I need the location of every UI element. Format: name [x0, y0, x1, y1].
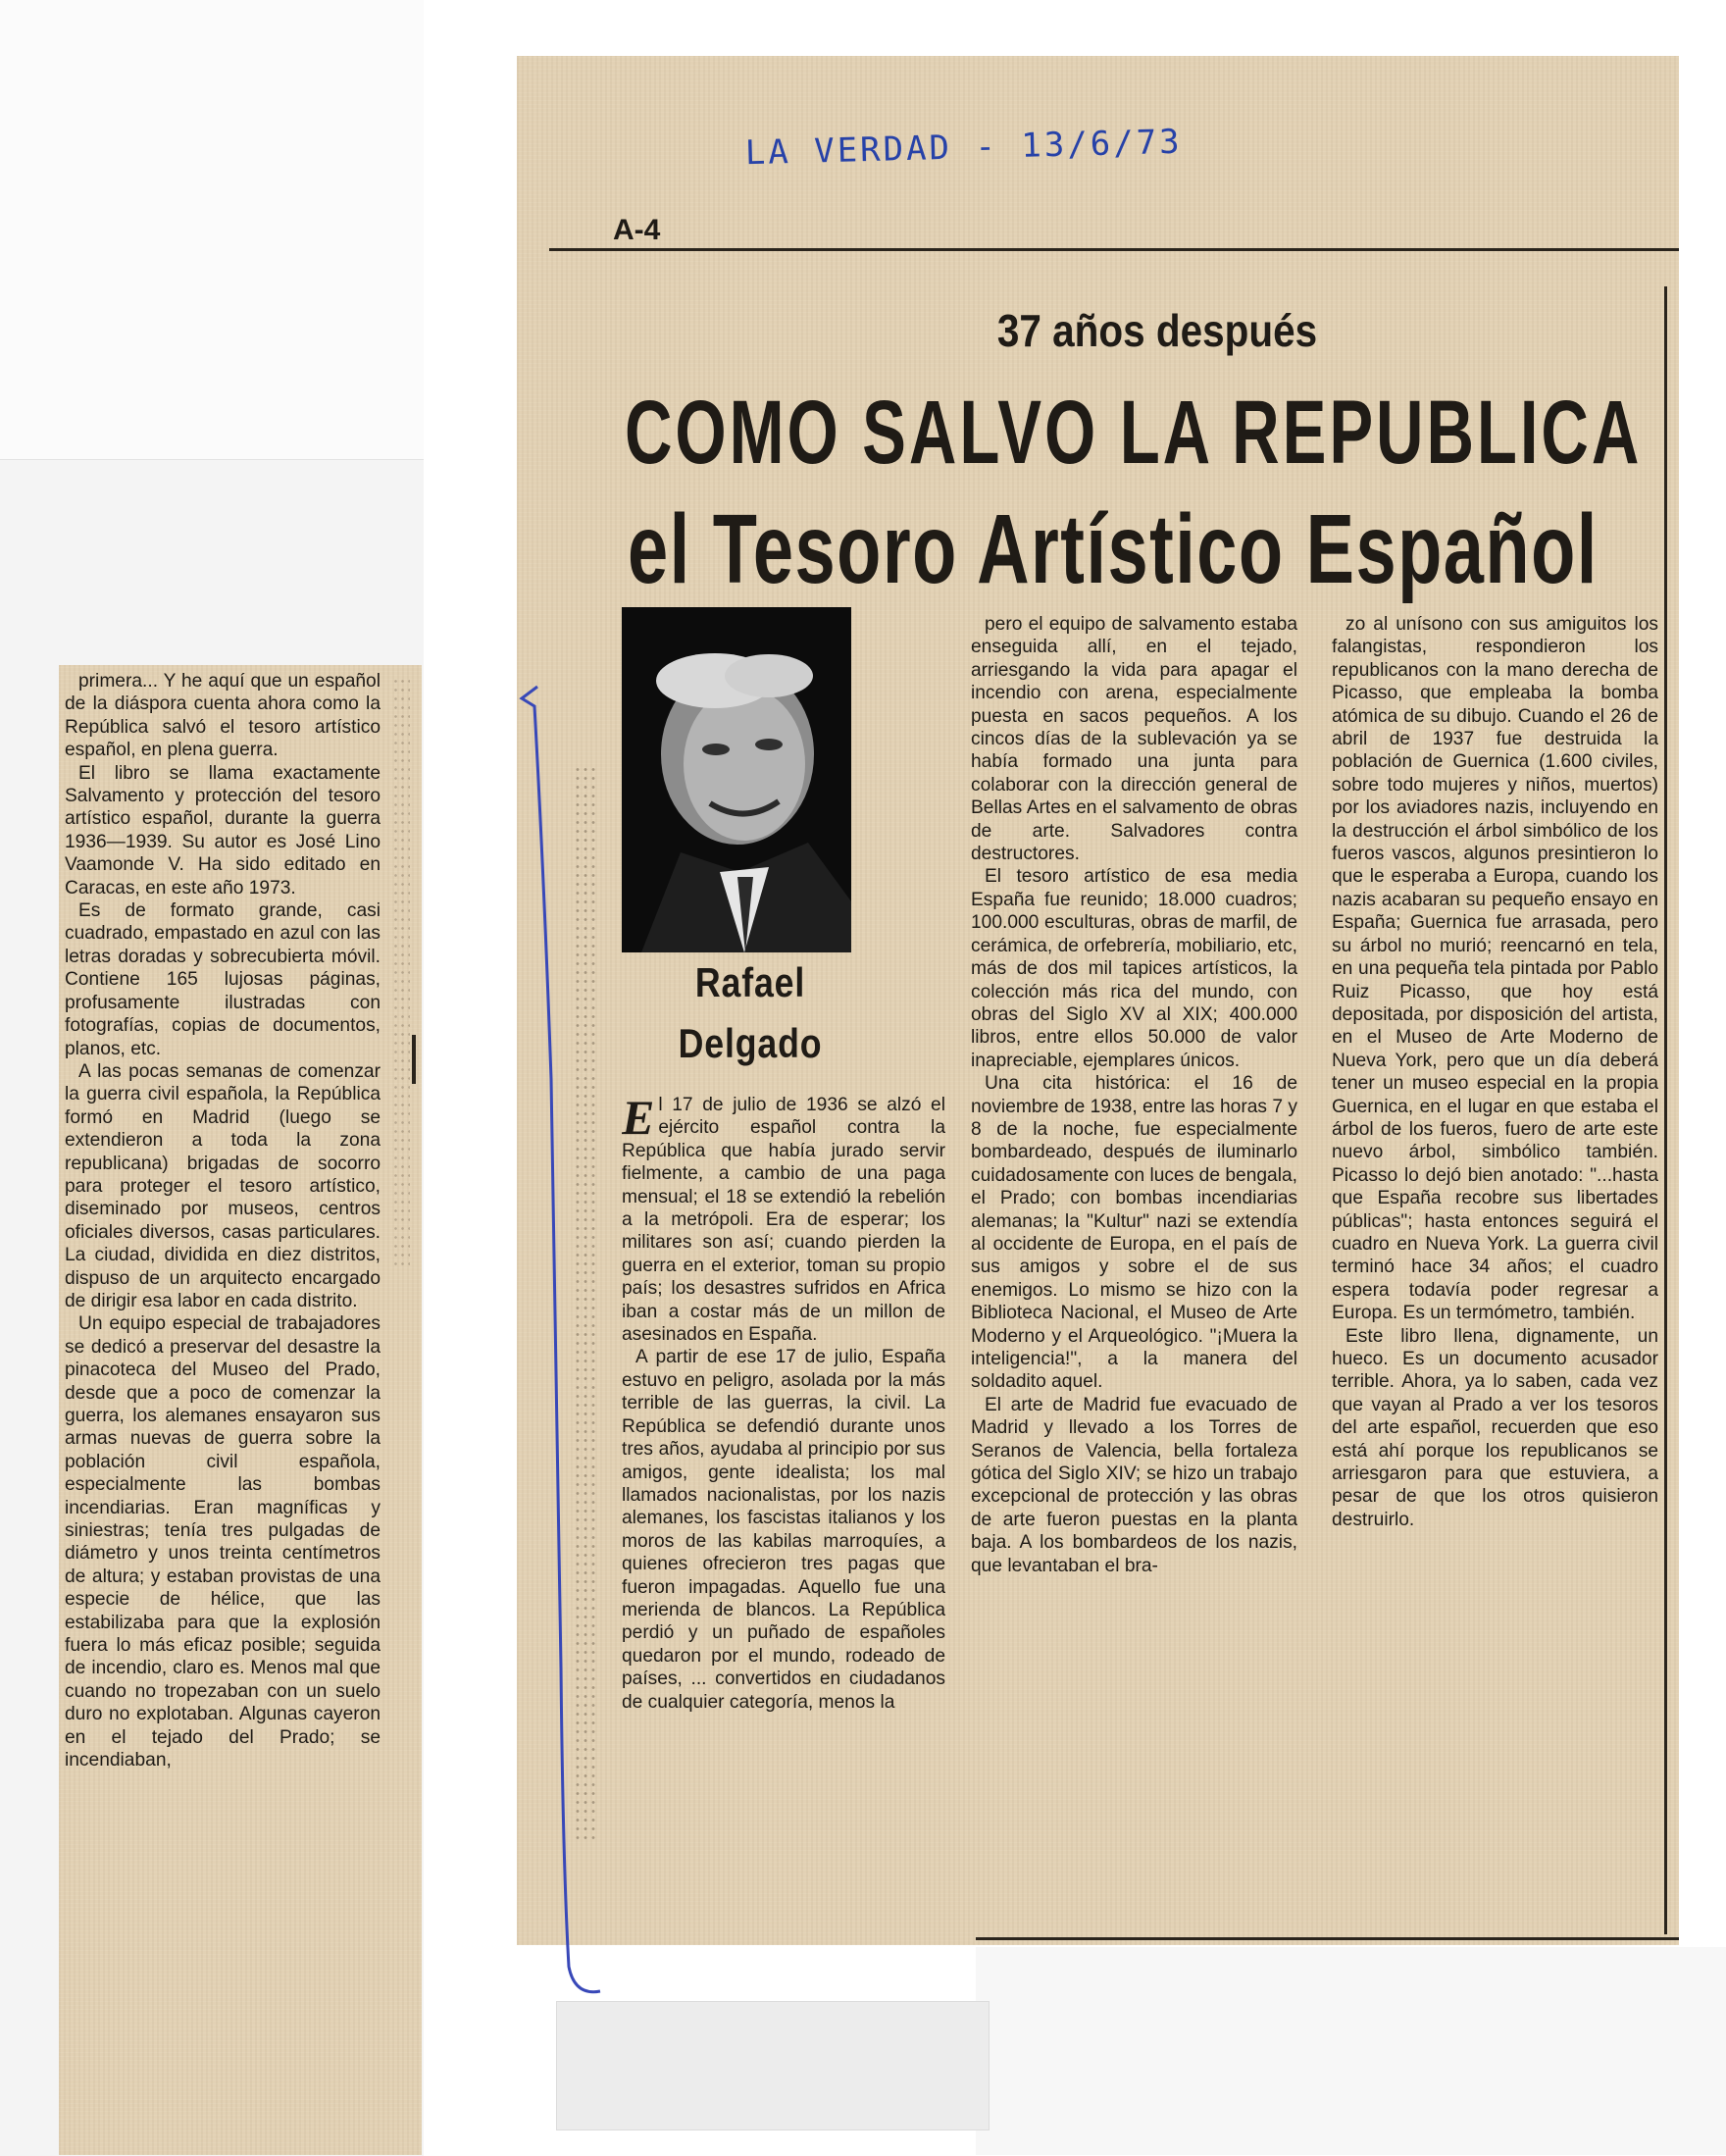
byline-last-name: Delgado: [678, 1020, 823, 1066]
column-a-text: [622, 1094, 945, 1996]
paragraph: zo al unísono con sus amiguitos los falangistas, respondieron los republicanos con la mano derecha de Picasso, que empleaba la bomba atómica de su dibujo. Cuando el 26 de abril de 1937 fue destruida la población de Guernica (1.600 civiles, sobre todo mujeres y niños, muertos) por los aviadores nazis, incluyendo en la destrucción el árbol simbólico de los fueros vascos, algunos presintieron lo que le esperaba a Europa, cuando los nazis acabaran su pequeño ensayo en España; Guernica fue arrasada, pero su árbol no murió; reencarnó en tela, en una pequeña tela pintada por Pablo Ruiz Picasso, que hoy está depositada, por disposición del artista, en el Museo de Arte Moderno de Nueva York, pero que un día deberá tener un museo especial en la propia Guernica, en el lugar en que estaba el árbol de los fueros, fuero de arte este nuevo árbol, simbólico también. Picasso lo dejó bien anotado: "...hasta que España recobre sus libertades públicas"; hasta entonces seguirá el cuadro en Nueva York. La guerra civil terminó hace 34 años; el cuadro espera todavía poder regresar a Europa. Es un termómetro, también.: [1332, 614, 1658, 1324]
paragraph: A las pocas semanas de comenzar la guerra civil española, la República formó en Madrid (luego se extendieron a toda la zona republicana) brigadas de socorro para proteger el tesoro artístico, diseminado por museos, centros oficiales diversos, casas particulares. La ciudad, dividida en diez distritos, dispuso de un arquitecto encargado de dirigir esa labor en cada distrito.: [65, 1060, 381, 1311]
top-rule: [549, 248, 1679, 251]
right-rule: [1664, 286, 1667, 1934]
column-b-text: [971, 613, 1297, 1927]
paragraph: El arte de Madrid fue evacuado de Madrid y llevado a los Torres de Seranos de Valencia, bella fortaleza gótica del Siglo XIV; se hizo un trabajo excepcional de protección y las obras de arte fueron puestas en la planta baja. A los bombardeos de los nazis, que levantaban el bra-: [971, 1394, 1297, 1576]
section-label: A-4: [613, 214, 661, 246]
paragraph: Una cita histórica: el 16 de noviembre de 1938, entre las horas 7 y 8 de la noche, fue especialmente bombardeado, después de iluminarlo cuidadosamente con luces de bengala, el Prado; con bombas incendiarias alemanas; la "Kultur" nazi se extendía al occidente de Europa, en el país de sus amigos y sobre el de sus enemigos. Lo mismo se hizo con la Biblioteca Nacional, el Museo de Arte Moderno y el Arqueológico. "¡Muera la inteligencia!", a la manera del soldadito aquel.: [971, 1073, 1297, 1393]
portrait-photo: [622, 607, 851, 952]
paragraph: Un equipo especial de trabajadores se dedicó a preservar del desastre la pinacoteca del Museo del Prado, desde que a poco de comenzar la guerra, los alemanes ensayaron sus armas nuevas de guerra sobre la población civil española, especialmente las bombas incendiarias. Eran magníficas y siniestras; tenía tres pulgadas de diámetro y unos treinta centímetros de altura; y estaban provistas de una especie de hélice, que las estabilizaba para que la explosión fuera lo más eficaz posible; seguida de incendio, claro es. Menos mal que cuando no tropezaban con un suelo duro no explotaban. Algunas cayeron en el tejado del Prado; se incendiaban,: [65, 1313, 381, 1771]
page-background-right: [976, 1947, 1726, 2155]
paragraph-body: l 17 de julio de 1936 se alzó el ejército español contra la República que había jurado servir fielmente, a cambio de una paga mensual; el 18 se extendió la rebelión a la metrópoli. Era de esperar; los militares son así; cuando pierden la guerra en el exterior, toman su propio país; los desastres sufridos en Africa iban a costar más de un millon de asesinados en España.: [622, 1095, 945, 1346]
paragraph: El tesoro artístico de esa media España fue reunido; 18.000 cuadros; 100.000 esculturas, obras de marfil, de cerámica, de orfebrería, mobiliario, etc, más de dos mil tapices artísticos, la colección más rica del mundo, con obras del Siglo XV al XIX; 400.000 libros, entre ellos 50.000 de valor inapreciable, ejemplares únicos.: [971, 866, 1297, 1071]
author-portrait: [622, 607, 851, 952]
margin-dots-left: [392, 677, 410, 1265]
drop-cap: E: [622, 1094, 655, 1145]
headline-line-2: el Tesoro Artístico Español: [628, 494, 1599, 604]
paper-slip: [556, 2001, 990, 2130]
left-column-text: [65, 670, 381, 2151]
paragraph: A partir de ese 17 de julio, España estuvo en peligro, asolada por la más terrible de las guerras, la civil. La República se defendió durante unos tres años, ayudaba al principio por sus amigos, gente idealista; los mal llamados nacionalistas, por los nazis alemanes, los fascistas italianos y los moros de las kabilas marroquíes, a quienes ofrecieron tres pagas que fueron impagadas. Aquello fue una merienda de blancos. La República perdió y un puñado de españoles quedaron por el mundo, rodeado de países, ... convertidos en ciudadanos de cualquier categoría, menos la: [622, 1347, 945, 1713]
column-c-text: [1332, 613, 1658, 1927]
edge-mark: [412, 1035, 416, 1084]
byline-first-name: Rafael: [694, 959, 806, 1005]
headline-line-1: COMO SALVO LA REPUBLICA: [625, 383, 1643, 483]
paragraph: primera... Y he aquí que un español de la diáspora cuenta ahora como la República salvó el tesoro artístico español, en plena guerra.: [65, 671, 381, 761]
paragraph: El libro se llama exactamente Salvamento y protección del tesoro artístico español, durante la guerra 1936—1939. Su autor es José Lino Vaamonde V. Ha sido editado en Caracas, en este año 1973.: [65, 762, 381, 898]
paragraph: pero el equipo de salvamento estaba enseguida allí, en el tejado, arriesgando la vida para apagar el incendio con arena, especialmente puesta en sacos pequeños. A los cincos días de la sublevación ya se había formado una junta para colaborar con la dirección general de Bellas Artes en el salvamento de obras de arte. Salvadores contra destructores.: [971, 614, 1297, 865]
paragraph: Este libro llena, dignamente, un hueco. Es un documento acusador terrible. Ahora, ya lo saben, cada vez que vayan al Prado a ver los tesoros del arte español, recuerden que eso está ahí porque los republicanos se arriesgaron para que estuviera, a pesar de que los otros quisieron destruirlo.: [1332, 1325, 1658, 1530]
kicker: 37 años después: [996, 305, 1318, 356]
paragraph-first: [622, 1094, 945, 1346]
paragraph: Es de formato grande, casi cuadrado, empastado en azul con las letras doradas y sobrecubierta móvil. Contiene 165 lujosas páginas, profusamente ilustradas con fotografías, copias de documentos, planos, etc.: [65, 900, 381, 1059]
bottom-rule: [976, 1937, 1679, 1940]
margin-dots: [574, 765, 599, 1844]
handwritten-note: LA VERDAD - 13/6/73: [744, 122, 1184, 174]
